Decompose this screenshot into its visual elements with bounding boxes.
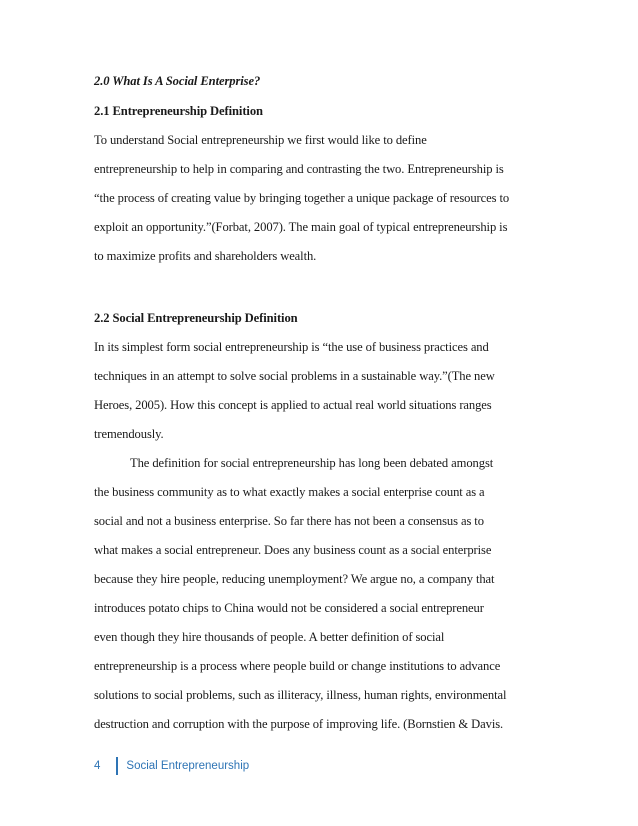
running-title: Social Entrepreneurship xyxy=(126,760,250,772)
body-line-indented: The definition for social entrepreneurship has long been debated amongst xyxy=(130,456,494,470)
body-line: to maximize profits and shareholders wealth. xyxy=(94,249,317,263)
body-line: Heroes, 2005). How this concept is applied to actual real world situations ranges xyxy=(94,398,492,412)
body-line: introduces potato chips to China would not be considered a social entrepreneur xyxy=(94,601,484,615)
body-line: the business community as to what exactly makes a social enterprise count as a xyxy=(94,485,485,499)
section-title: 2.0 What Is A Social Enterprise? xyxy=(94,74,261,88)
body-line: In its simplest form social entrepreneurship is “the use of business practices and xyxy=(94,340,489,354)
body-line: social and not a business enterprise. So far there has not been a consensus as to xyxy=(94,514,484,528)
page-footer xyxy=(94,757,249,775)
body-line: exploit an opportunity.”(Forbat, 2007). The main goal of typical entrepreneurship is xyxy=(94,220,508,234)
subsection-heading-entrepreneurship: 2.1 Entrepreneurship Definition xyxy=(94,104,263,118)
body-line: techniques in an attempt to solve social problems in a sustainable way.”(The new xyxy=(94,369,495,383)
body-line: To understand Social entrepreneurship we first would like to define xyxy=(94,133,427,147)
body-line: entrepreneurship to help in comparing and contrasting the two. Entrepreneurship is xyxy=(94,162,504,176)
body-line: “the process of creating value by bringing together a unique package of resources to xyxy=(94,191,510,205)
body-line: tremendously. xyxy=(94,427,164,441)
subsection-heading-social-entrepreneurship: 2.2 Social Entrepreneurship Definition xyxy=(94,311,298,325)
body-line: destruction and corruption with the purpose of improving life. (Bornstien & Davis. xyxy=(94,717,504,731)
body-line: what makes a social entrepreneur. Does any business count as a social enterprise xyxy=(94,543,492,557)
body-line: because they hire people, reducing unemployment? We argue no, a company that xyxy=(94,572,495,586)
page-number: 4 xyxy=(94,760,101,772)
body-line: even though they hire thousands of people. A better definition of social xyxy=(94,630,445,644)
footer-divider xyxy=(116,757,118,775)
body-line: solutions to social problems, such as illiteracy, illness, human rights, environmental xyxy=(94,688,507,702)
body-line: entrepreneurship is a process where people build or change institutions to advance xyxy=(94,659,501,673)
